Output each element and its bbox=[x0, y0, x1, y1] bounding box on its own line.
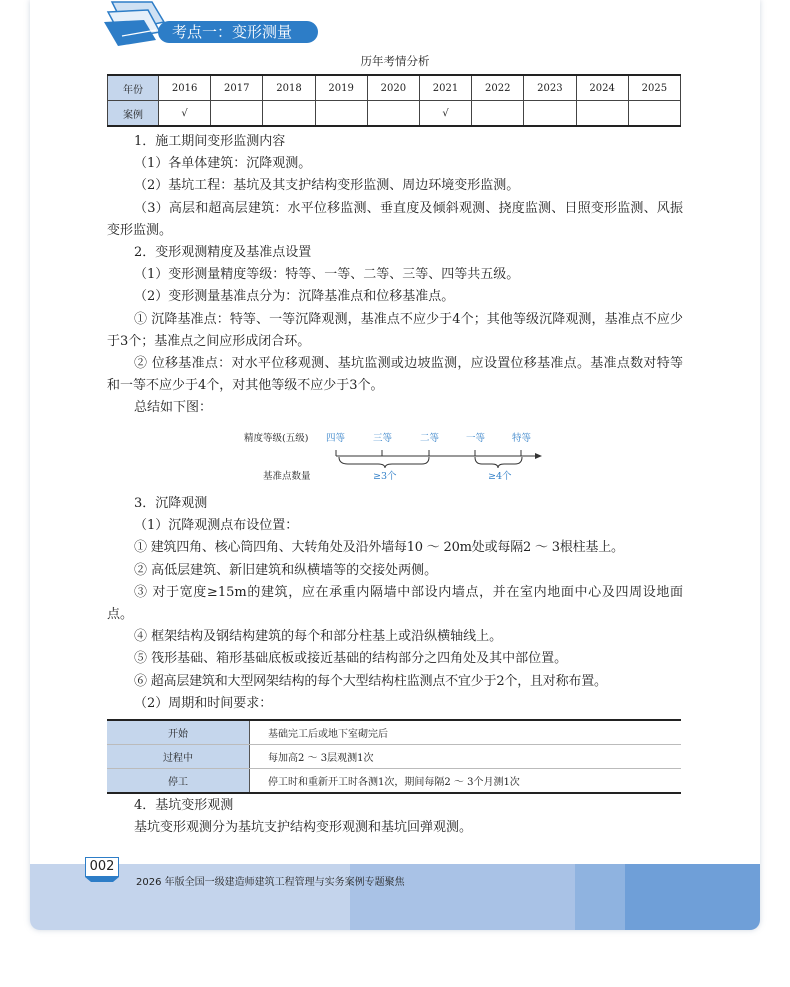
history-table bbox=[107, 74, 681, 127]
table-row bbox=[107, 720, 681, 745]
year-cell: 2023 bbox=[524, 75, 576, 101]
paragraph: （3）高层和超高层建筑：水平位移监测、垂直度及倾斜观测、挠度监测、日照变形监测、风振变形监测。 bbox=[107, 200, 683, 238]
period-key: 开始 bbox=[107, 720, 250, 745]
table-row bbox=[107, 745, 681, 769]
topic-title: 考点一：变形测量 bbox=[158, 21, 318, 43]
paragraph: （1）各单体建筑：沉降观测。 bbox=[134, 156, 312, 172]
mark-cell bbox=[367, 101, 419, 127]
paragraph: （2）周期和时间要求： bbox=[134, 695, 273, 711]
paragraph: ④ 框架结构及钢结构建筑的每个和部分柱基上或沿纵横轴线上。 bbox=[134, 629, 503, 645]
heading-s3: 3．沉降观测 bbox=[134, 496, 208, 511]
mark-cell: √ bbox=[159, 101, 211, 127]
grade-item: 三等 bbox=[373, 433, 393, 444]
year-cell: 2025 bbox=[628, 75, 680, 101]
year-row bbox=[108, 75, 681, 101]
history-title: 历年考情分析 bbox=[360, 54, 430, 68]
brace-low bbox=[339, 457, 429, 468]
mark-cell bbox=[263, 101, 315, 127]
grade-label: 精度等级(五级) bbox=[244, 433, 309, 444]
paragraph: （2）变形测量基准点分为：沉降基准点和位移基准点。 bbox=[134, 289, 455, 305]
benchmark-diagram bbox=[230, 426, 560, 488]
heading-s2: 2．变形观测精度及基准点设置 bbox=[134, 245, 312, 261]
page-number-underline bbox=[85, 877, 119, 883]
grade-item: 一等 bbox=[466, 433, 486, 444]
year-cell: 2018 bbox=[263, 75, 315, 101]
group-high-label: ≥4个 bbox=[488, 471, 512, 482]
grade-item: 二等 bbox=[420, 433, 440, 444]
grade-item: 特等 bbox=[512, 433, 532, 444]
paragraph: （1）沉降观测点布设位置： bbox=[134, 518, 299, 534]
mark-cell: √ bbox=[419, 101, 471, 127]
content-block-2 bbox=[107, 493, 683, 715]
paragraph: 基坑变形观测分为基坑支护结构变形观测和基坑回弹观测。 bbox=[134, 820, 473, 836]
period-key: 停工 bbox=[107, 769, 250, 794]
content-block-3 bbox=[107, 795, 683, 839]
case-row bbox=[108, 101, 681, 127]
paragraph: ② 位移基准点：对水平位移观测、基坑监测或边坡监测，应设置位移基准点。基准点数对特等和一等不应少于4个，对其他等级不应少于3个。 bbox=[107, 356, 683, 394]
group-low-label: ≥3个 bbox=[373, 471, 397, 482]
row-label: 年份 bbox=[108, 75, 159, 101]
heading-s4: 4．基坑变形观测 bbox=[134, 798, 234, 813]
mark-cell bbox=[576, 101, 628, 127]
year-cell: 2019 bbox=[315, 75, 367, 101]
grade-item: 四等 bbox=[326, 433, 346, 444]
year-cell: 2024 bbox=[576, 75, 628, 101]
mark-cell bbox=[211, 101, 263, 127]
paragraph: ① 沉降基准点：特等、一等沉降观测，基准点不应少于4个；其他等级沉降观测，基准点不应少于3个；基准点之间应形成闭合环。 bbox=[107, 311, 683, 349]
year-cell: 2021 bbox=[419, 75, 471, 101]
year-cell: 2017 bbox=[211, 75, 263, 101]
period-value: 基础完工后或地下室砌完后 bbox=[250, 720, 682, 745]
brace-high bbox=[475, 457, 522, 468]
row-label: 案例 bbox=[108, 101, 159, 127]
mark-cell bbox=[628, 101, 680, 127]
heading-s1: 1．施工期间变形监测内容 bbox=[134, 134, 286, 149]
period-value: 停工时和重新开工时各测1次，期间每隔2 ～ 3个月测1次 bbox=[250, 769, 682, 794]
paragraph: ③ 对于宽度≥15m的建筑，应在承重内隔墙中部设内墙点，并在室内地面中心及四周设地面点。 bbox=[107, 584, 683, 623]
paragraph: （1）变形测量精度等级：特等、一等、二等、三等、四等共五级。 bbox=[134, 267, 520, 283]
paragraph: ① 建筑四角、核心筒四角、大转角处及沿外墙每10 ～ 20m处或每隔2 ～ 3根柱基上。 bbox=[134, 540, 624, 556]
paragraph: 总结如下图： bbox=[134, 400, 213, 416]
year-cell: 2016 bbox=[159, 75, 211, 101]
table-row bbox=[107, 769, 681, 794]
count-label: 基准点数量 bbox=[263, 471, 311, 482]
page-number: 002 bbox=[85, 857, 119, 877]
year-cell: 2020 bbox=[367, 75, 419, 101]
paragraph: （2）基坑工程：基坑及其支护结构变形监测、周边环境变形监测。 bbox=[134, 178, 520, 194]
period-value: 每加高2 ～ 3层观测1次 bbox=[250, 745, 682, 769]
year-cell: 2022 bbox=[472, 75, 524, 101]
book-title: 2026 年版全国一级建造师建筑工程管理与实务案例专题聚焦 bbox=[136, 877, 405, 888]
period-table bbox=[107, 719, 681, 794]
mark-cell bbox=[472, 101, 524, 127]
content-block-1 bbox=[107, 131, 683, 420]
paragraph: ② 高低层建筑、新旧建筑和纵横墙等的交接处两侧。 bbox=[134, 562, 438, 578]
paragraph: ⑥ 超高层建筑和大型网架结构的每个大型结构柱监测点不宜少于2个，且对称布置。 bbox=[134, 673, 607, 689]
mark-cell bbox=[524, 101, 576, 127]
paragraph: ⑤ 筏形基础、箱形基础底板或接近基础的结构部分之四角处及其中部位置。 bbox=[134, 651, 568, 667]
arrow-head bbox=[535, 453, 542, 459]
period-key: 过程中 bbox=[107, 745, 250, 769]
mark-cell bbox=[315, 101, 367, 127]
